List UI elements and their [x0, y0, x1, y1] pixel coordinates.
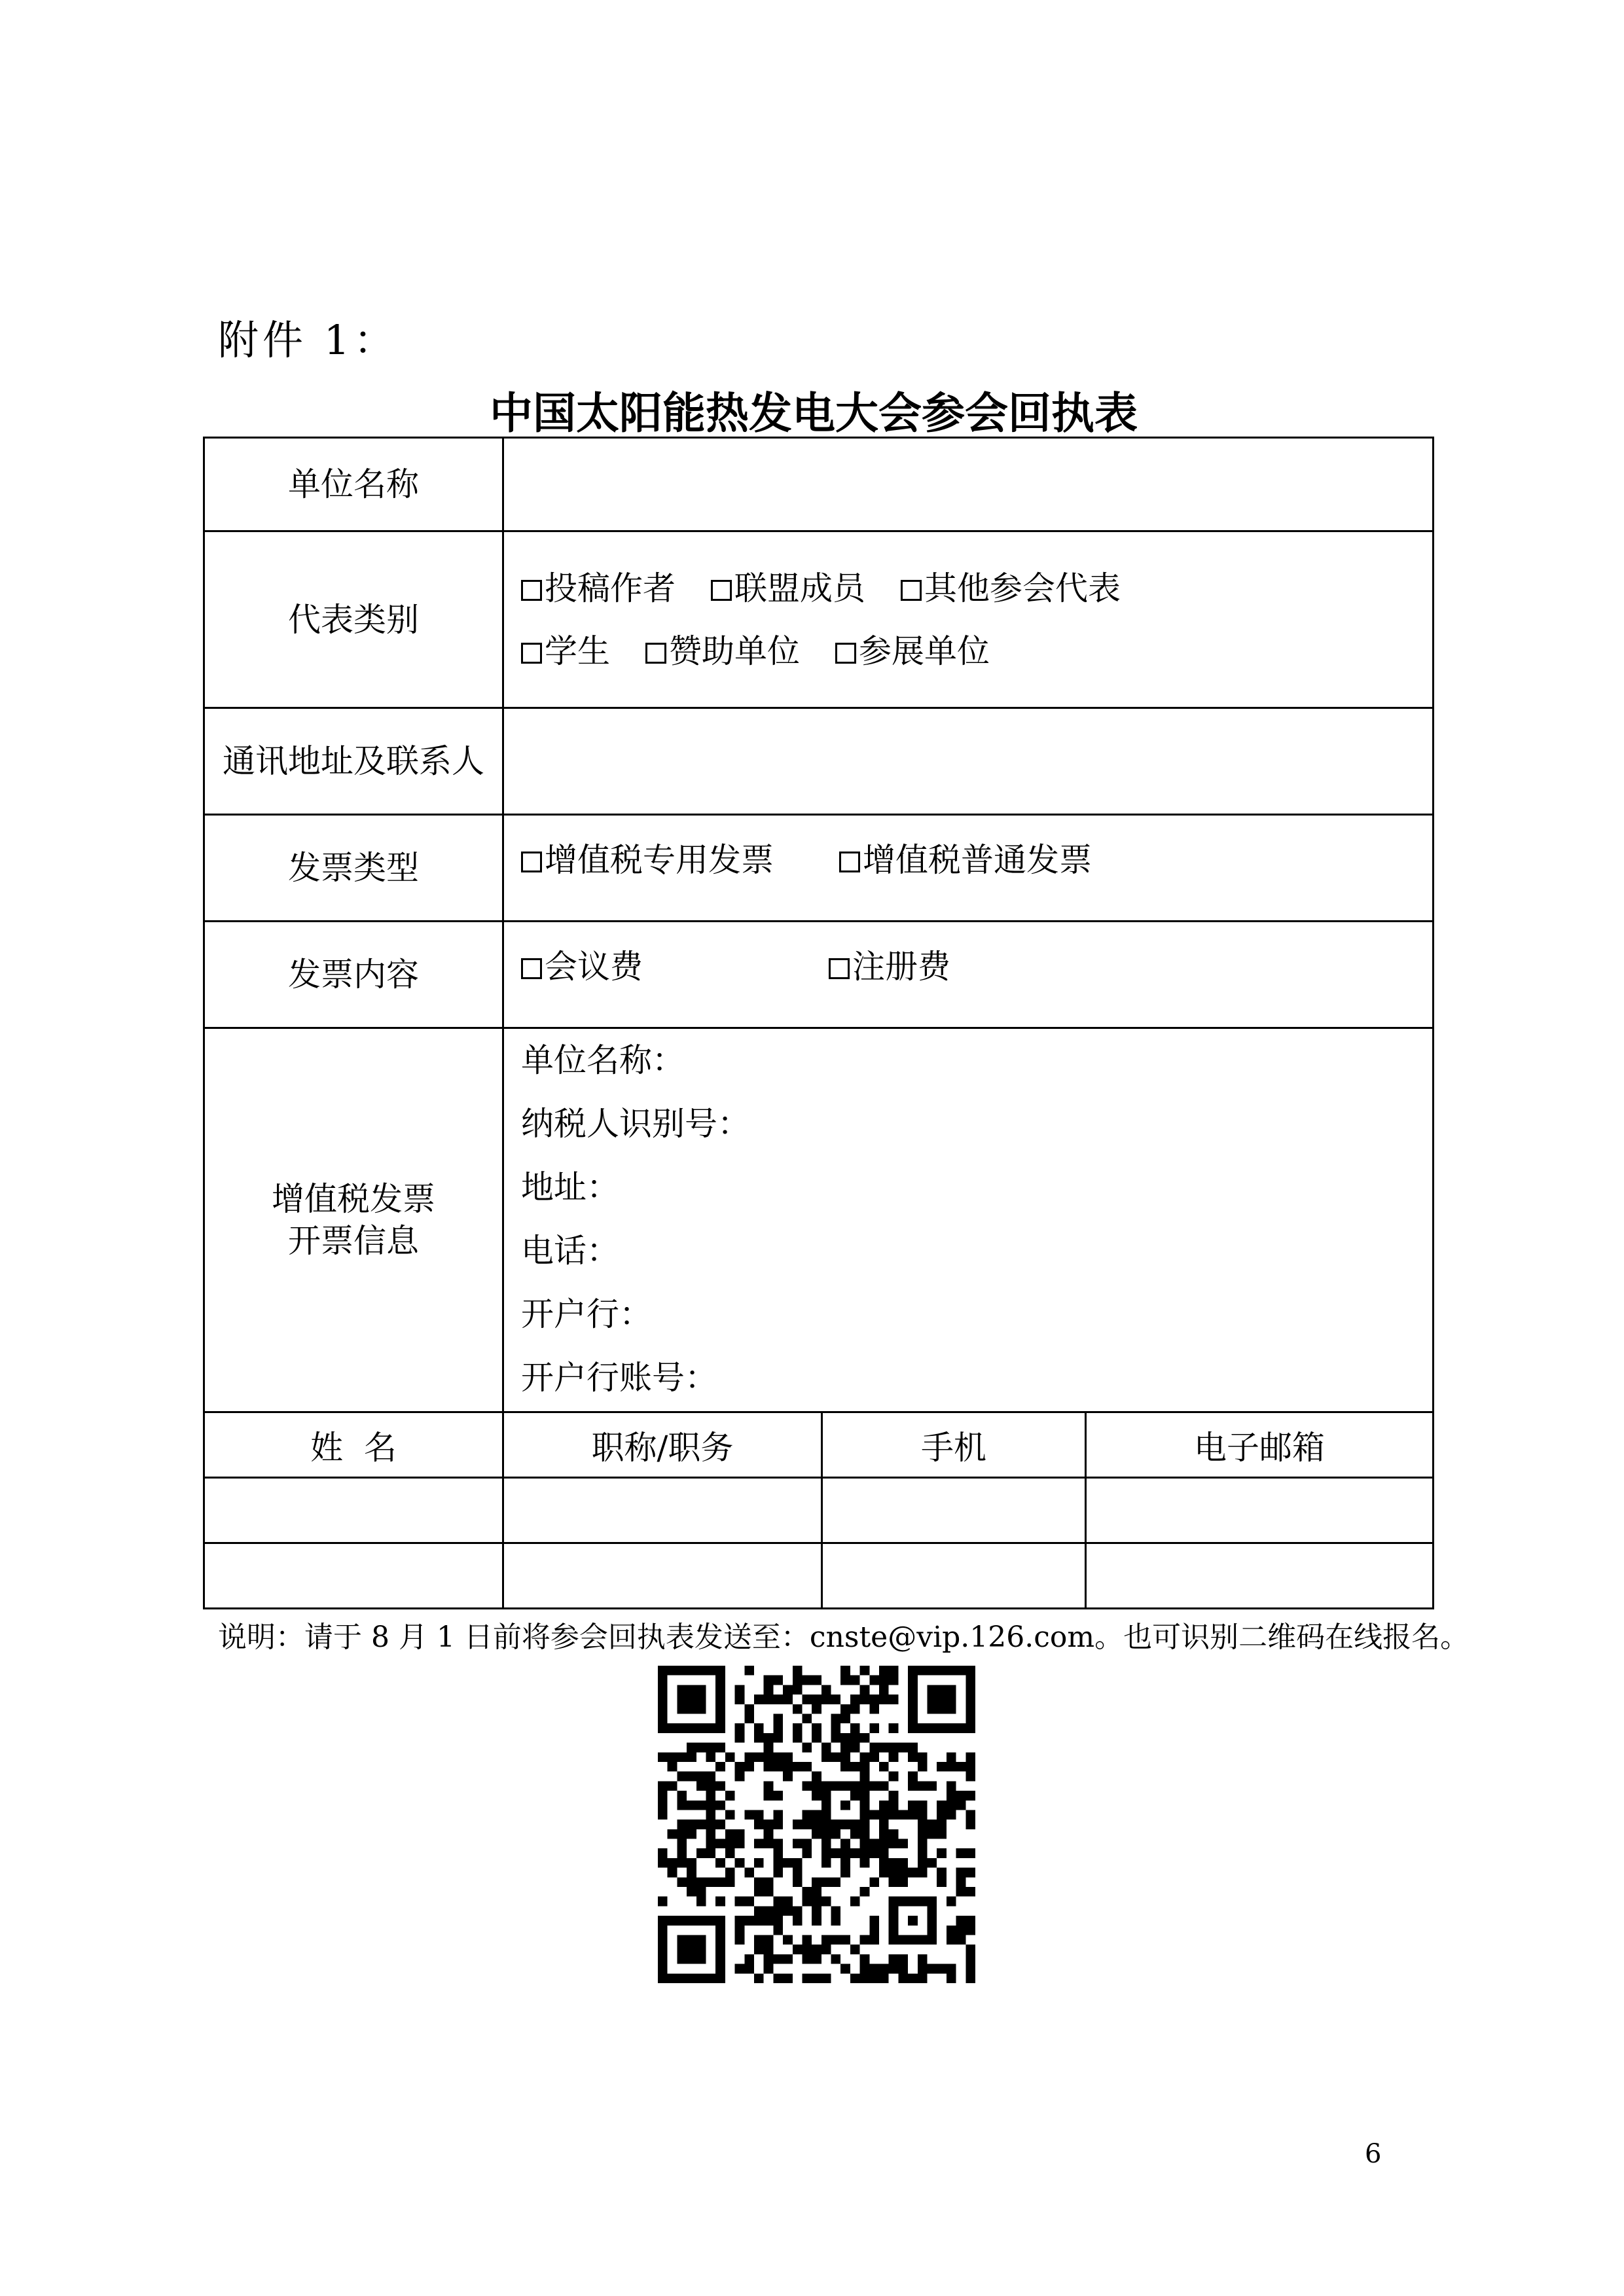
rep-type-label: 代表类别	[204, 531, 503, 708]
vat-info-label-line2: 开票信息	[288, 1222, 419, 1260]
address-field[interactable]	[503, 708, 1434, 815]
org-name-field[interactable]	[503, 438, 1434, 531]
vat-info-label-line1: 增值税发票	[272, 1180, 435, 1218]
row-rep-type	[204, 531, 1434, 708]
qr-code[interactable]	[658, 1666, 975, 1983]
vat-field-bank-account[interactable]: 开户行账号：	[521, 1359, 717, 1397]
checkbox-icon[interactable]	[521, 958, 542, 979]
row-vat-info	[204, 1028, 1434, 1412]
option-exhibitor[interactable]: 参展单位	[835, 620, 990, 683]
checkbox-icon[interactable]	[521, 580, 542, 601]
vat-field-address[interactable]: 地址：	[521, 1168, 619, 1206]
attendee-mobile-cell[interactable]	[822, 1478, 1086, 1543]
vat-field-phone[interactable]: 电话：	[521, 1232, 619, 1270]
checkbox-icon[interactable]	[839, 852, 860, 872]
option-student[interactable]: 学生	[521, 620, 610, 683]
attendee-title-cell[interactable]	[503, 1478, 822, 1543]
invoice-type-options	[503, 815, 1434, 922]
header-name: 姓 名	[204, 1412, 503, 1478]
invoice-content-options	[503, 922, 1434, 1028]
checkbox-icon[interactable]	[645, 643, 666, 664]
row-org-name	[204, 438, 1434, 531]
header-mobile: 手机	[822, 1412, 1086, 1478]
vat-field-tax-id[interactable]: 纳税人识别号：	[521, 1105, 750, 1143]
checkbox-icon[interactable]	[835, 643, 856, 664]
option-vat-normal[interactable]: 增值税普通发票	[839, 829, 1092, 891]
vat-field-bank[interactable]: 开户行：	[521, 1295, 652, 1333]
row-address	[204, 708, 1434, 815]
checkbox-icon[interactable]	[901, 580, 922, 601]
attendee-mobile-cell[interactable]	[822, 1543, 1086, 1609]
option-vat-special[interactable]: 增值税专用发票	[521, 829, 774, 891]
page-number: 6	[1365, 2139, 1382, 2169]
option-meeting-fee[interactable]: 会议费	[521, 935, 829, 998]
header-title: 职称/职务	[503, 1412, 822, 1478]
option-author[interactable]: 投稿作者	[521, 557, 676, 620]
org-name-label: 单位名称	[204, 438, 503, 531]
row-invoice-content	[204, 922, 1434, 1028]
address-label: 通讯地址及联系人	[204, 708, 503, 815]
checkbox-icon[interactable]	[521, 643, 542, 664]
option-other[interactable]: 其他参会代表	[901, 557, 1121, 620]
attendee-row	[204, 1543, 1434, 1609]
option-registration-fee[interactable]: 注册费	[829, 935, 950, 998]
attendee-header-row	[204, 1412, 1434, 1478]
checkbox-icon[interactable]	[829, 958, 850, 979]
invoice-content-label: 发票内容	[204, 922, 503, 1028]
instruction-note: 说明：请于 8 月 1 日前将参会回执表发送至：cnste@vip.126.com。也可识别二维码在线报名。	[218, 1621, 1470, 1654]
registration-form	[203, 437, 1434, 1609]
vat-info-fields	[503, 1028, 1434, 1412]
invoice-type-label: 发票类型	[204, 815, 503, 922]
attendee-name-cell[interactable]	[204, 1543, 503, 1609]
row-invoice-type	[204, 815, 1434, 922]
rep-type-options	[503, 531, 1434, 708]
option-member[interactable]: 联盟成员	[711, 557, 865, 620]
attendee-row	[204, 1478, 1434, 1543]
header-email: 电子邮箱	[1086, 1412, 1434, 1478]
checkbox-icon[interactable]	[711, 580, 732, 601]
checkbox-icon[interactable]	[521, 852, 542, 872]
option-sponsor[interactable]: 赞助单位	[645, 620, 800, 683]
attendee-email-cell[interactable]	[1086, 1478, 1434, 1543]
attachment-label: 附件 1：	[218, 316, 399, 364]
attendee-name-cell[interactable]	[204, 1478, 503, 1543]
vat-info-label	[204, 1028, 503, 1412]
attendee-email-cell[interactable]	[1086, 1543, 1434, 1609]
attendee-title-cell[interactable]	[503, 1543, 822, 1609]
form-title: 中国太阳能热发电大会参会回执表	[490, 387, 1138, 439]
vat-field-org-name[interactable]: 单位名称：	[521, 1041, 685, 1079]
